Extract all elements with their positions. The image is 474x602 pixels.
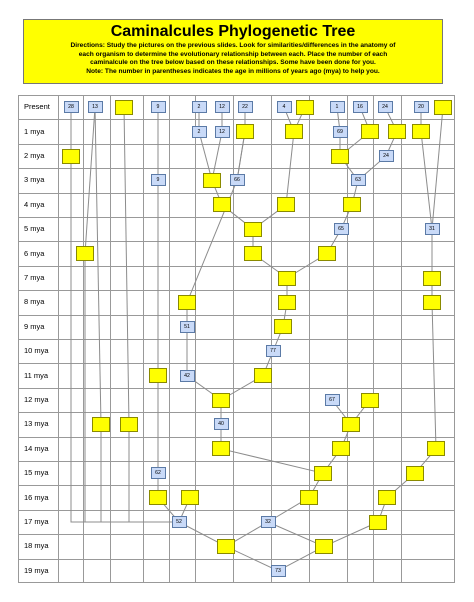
row-label: 18 mya xyxy=(24,541,49,551)
caminalcule-number-box: 42 xyxy=(180,370,195,382)
answer-box[interactable] xyxy=(331,149,349,164)
caminalcule-number-box: 63 xyxy=(351,174,366,186)
answer-box[interactable] xyxy=(274,319,292,334)
answer-box[interactable] xyxy=(213,197,231,212)
answer-box[interactable] xyxy=(361,393,379,408)
answer-box[interactable] xyxy=(76,246,94,261)
answer-box[interactable] xyxy=(236,124,254,139)
answer-box[interactable] xyxy=(343,197,361,212)
tree-branch xyxy=(286,132,294,205)
caminalcule-number-box: 12 xyxy=(215,101,230,113)
answer-box[interactable] xyxy=(62,149,80,164)
caminalcule-number-box: 4 xyxy=(277,101,292,113)
caminalcule-number-box: 65 xyxy=(334,223,349,235)
caminalcule-number-box: 2 xyxy=(192,101,207,113)
tree-branch xyxy=(421,132,432,230)
answer-box[interactable] xyxy=(278,295,296,310)
row-label: 10 mya xyxy=(24,346,49,356)
tree-branch xyxy=(101,424,179,522)
answer-box[interactable] xyxy=(212,441,230,456)
tree-branch xyxy=(432,302,436,448)
caminalcule-number-box: 69 xyxy=(333,126,348,138)
caminalcule-number-box: 67 xyxy=(325,394,340,406)
caminalcule-number-box: 13 xyxy=(88,101,103,113)
caminalcule-number-box: 52 xyxy=(172,516,187,528)
answer-box[interactable] xyxy=(178,295,196,310)
answer-box[interactable] xyxy=(120,417,138,432)
answer-box[interactable] xyxy=(318,246,336,261)
answer-box[interactable] xyxy=(149,490,167,505)
answer-box[interactable] xyxy=(427,441,445,456)
row-label: 3 mya xyxy=(24,175,45,185)
directions-line: each organism to determine the evolutionary relationship between each. Place the number of each xyxy=(78,50,388,58)
answer-box[interactable] xyxy=(314,466,332,481)
answer-box[interactable] xyxy=(369,515,387,530)
row-label: 15 mya xyxy=(24,468,49,478)
answer-box[interactable] xyxy=(361,124,379,139)
directions-line: caminalcule on the tree below based on these relationships. Some have been done for you. xyxy=(90,59,376,67)
row-label: 16 mya xyxy=(24,492,49,502)
row-label: 14 mya xyxy=(24,443,49,453)
caminalcule-number-box: 32 xyxy=(261,516,276,528)
answer-box[interactable] xyxy=(423,271,441,286)
answer-box[interactable] xyxy=(412,124,430,139)
tree-branch xyxy=(85,254,179,522)
row-label: 17 mya xyxy=(24,517,49,526)
caminalcule-number-box: 73 xyxy=(271,565,286,577)
caminalcule-number-box: 66 xyxy=(230,174,245,186)
answer-box[interactable] xyxy=(285,124,303,139)
row-label: 1 mya xyxy=(24,126,45,136)
answer-box[interactable] xyxy=(149,368,167,383)
answer-box[interactable] xyxy=(277,197,295,212)
answer-box[interactable] xyxy=(92,417,110,432)
caminalcule-number-box: 24 xyxy=(378,101,393,113)
caminalcule-number-box: 12 xyxy=(215,126,230,138)
answer-box[interactable] xyxy=(203,173,221,188)
caminalcule-number-box: 31 xyxy=(425,223,440,235)
answer-box[interactable] xyxy=(254,368,272,383)
answer-box[interactable] xyxy=(406,466,424,481)
tree-branch xyxy=(95,107,101,424)
caminalcule-number-box: 1 xyxy=(330,101,345,113)
caminalcule-number-box: 22 xyxy=(238,101,253,113)
answer-box[interactable] xyxy=(181,490,199,505)
row-label: 12 mya xyxy=(24,395,49,404)
answer-box[interactable] xyxy=(342,417,360,432)
answer-box[interactable] xyxy=(244,222,262,237)
answer-box[interactable] xyxy=(378,490,396,505)
answer-box[interactable] xyxy=(212,393,230,408)
caminalcule-number-box: 40 xyxy=(214,418,229,430)
row-label: 11 mya xyxy=(24,370,49,380)
tree-branch xyxy=(85,107,95,253)
row-label: 8 mya xyxy=(24,297,45,307)
caminalcule-number-box: 28 xyxy=(64,101,79,113)
answer-box[interactable] xyxy=(244,246,262,261)
answer-box[interactable] xyxy=(423,295,441,310)
answer-box[interactable] xyxy=(115,100,133,115)
answer-box[interactable] xyxy=(217,539,235,554)
tree-branch xyxy=(124,107,129,424)
directions-line: Note: The number in parentheses indicates the age in millions of years ago (mya) to help you. xyxy=(86,67,380,75)
caminalcule-number-box: 24 xyxy=(379,150,394,162)
row-label: Present xyxy=(24,102,50,112)
caminalcule-number-box: 51 xyxy=(180,321,195,333)
caminalcule-number-box: 2 xyxy=(192,126,207,138)
answer-box[interactable] xyxy=(434,100,452,115)
caminalcule-number-box: 20 xyxy=(414,101,429,113)
caminalcule-number-box: 77 xyxy=(266,345,281,357)
row-label: 6 mya xyxy=(24,248,45,258)
caminalcule-number-box: 9 xyxy=(151,174,166,186)
caminalcule-number-box: 62 xyxy=(151,467,166,479)
directions-line: Directions: Study the pictures on the previous slides. Look for similarities/differences in the anatomy of xyxy=(70,42,396,49)
tree-branch xyxy=(432,107,443,229)
row-label: 5 mya xyxy=(24,224,45,234)
row-label: 19 mya xyxy=(24,565,49,575)
row-label: 2 mya xyxy=(24,151,45,160)
answer-box[interactable] xyxy=(300,490,318,505)
row-label: 4 mya xyxy=(24,199,45,209)
answer-box[interactable] xyxy=(332,441,350,456)
row-label: 7 mya xyxy=(24,273,45,282)
caminalcule-number-box: 16 xyxy=(353,101,368,113)
caminalcule-number-box: 9 xyxy=(151,101,166,113)
tree-branch xyxy=(221,449,323,473)
answer-box[interactable] xyxy=(315,539,333,554)
row-label: 13 mya xyxy=(24,419,49,429)
answer-box[interactable] xyxy=(296,100,314,115)
answer-box[interactable] xyxy=(388,124,406,139)
row-label: 9 mya xyxy=(24,321,45,331)
answer-box[interactable] xyxy=(278,271,296,286)
page-title: Caminalcules Phylogenetic Tree xyxy=(110,23,356,40)
